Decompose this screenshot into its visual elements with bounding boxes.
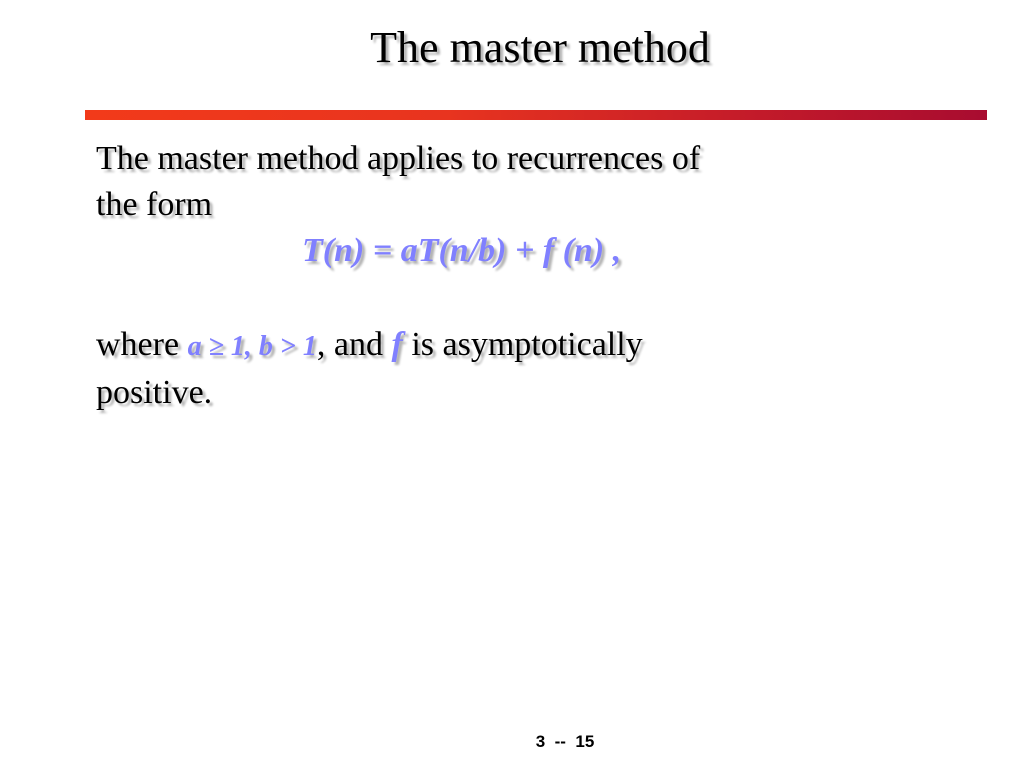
body-line-1: The master method applies to recurrences of <box>96 140 701 177</box>
parameter-conditions: a ≥ 1, b > 1 <box>187 331 317 362</box>
slide-title: The master method <box>370 23 710 72</box>
condition-line <box>96 322 856 370</box>
recurrence-formula: T(n) = aT(n/b) + f (n) , <box>302 232 622 269</box>
body-text <box>96 136 826 228</box>
page-number: 3 -- 15 <box>535 732 595 751</box>
asymptotic-text: is asymptotically <box>402 326 643 363</box>
positive-line: positive. <box>96 374 213 411</box>
condition-paragraph <box>96 322 856 416</box>
and-word: , and <box>316 326 392 363</box>
body-line-2: the form <box>96 186 213 223</box>
f-symbol: f <box>391 326 403 363</box>
title-divider <box>85 110 987 120</box>
where-word: where <box>96 326 188 363</box>
